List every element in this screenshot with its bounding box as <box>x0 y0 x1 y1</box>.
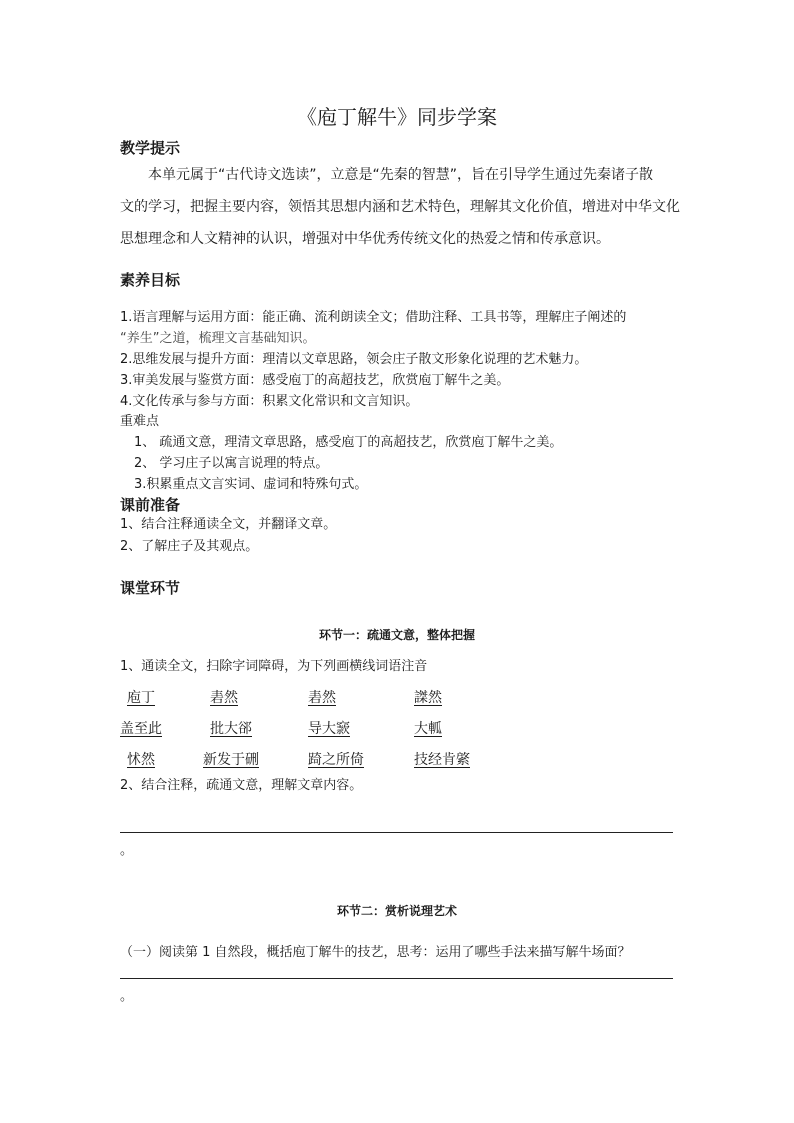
vocab-word: 技经肯綮 <box>414 752 470 768</box>
prep-item-2: 2、了解庄子及其观点。 <box>120 539 259 554</box>
classroom-heading: 课堂环节 <box>120 579 181 597</box>
key-points-heading: 重难点 <box>120 414 160 429</box>
prep-heading: 课前准备 <box>120 496 181 514</box>
vocab-word: 盖至此 <box>120 721 162 737</box>
vocab-word: 怵然 <box>127 752 155 768</box>
key-point-2: 2、 学习庄子以寓言说理的特点。 <box>134 456 329 471</box>
answer-end-mark-1: 。 <box>120 843 134 858</box>
vocab-word: 砉然 <box>210 690 238 706</box>
key-point-3: 3.积累重点文言实词、虚词和特殊句式。 <box>134 477 368 492</box>
goals-heading: 素养目标 <box>120 271 181 289</box>
vocab-word: 踦之所倚 <box>308 752 364 768</box>
goal-item-1-cont: “养生”之道，梳理文言基础知识。 <box>120 331 316 346</box>
vocab-word: 新发于硎 <box>203 752 259 768</box>
section-2-title: 环节二：赏析说理艺术 <box>336 904 457 918</box>
teaching-tips-line-1: 本单元属于“古代诗文选读”，立意是“先秦的智慧”，旨在引导学生通过先秦诸子散 <box>148 167 654 183</box>
vocab-word: 大軱 <box>414 721 442 737</box>
answer-line-1[interactable] <box>120 832 673 833</box>
answer-end-mark-2: 。 <box>120 989 134 1004</box>
vocab-word: 导大窾 <box>308 721 350 737</box>
section-1-task-1: 1、通读全文，扫除字词障碍，为下列画横线词语注音 <box>120 659 428 674</box>
goal-item-1: 1.语言理解与运用方面：能正确、流利朗读全文；借助注释、工具书等，理解庄子阐述的 <box>120 310 627 325</box>
section-1-title: 环节一：疏通文意，整体把握 <box>318 628 475 642</box>
goal-item-3: 3.审美发展与鉴赏方面：感受庖丁的高超技艺，欣赏庖丁解牛之美。 <box>120 373 510 388</box>
prep-item-1: 1、结合注释通读全文，并翻译文章。 <box>120 517 337 532</box>
section-1-task-2: 2、结合注释，疏通文意，理解文章内容。 <box>120 778 363 793</box>
vocab-word: 謋然 <box>414 690 442 706</box>
goal-item-2: 2.思维发展与提升方面：理清以文章思路，领会庄子散文形象化说理的艺术魅力。 <box>120 352 588 367</box>
section-2-question: （一）阅读第 1 自然段，概括庖丁解牛的技艺，思考：运用了哪些手法来描写解牛场面？ <box>120 945 631 960</box>
page-title: 《庖丁解牛》同步学案 <box>297 105 497 129</box>
teaching-tips-line-3: 思想理念和人文精神的认识，增强对中华优秀传统文化的热爱之情和传承意识。 <box>120 231 610 247</box>
vocab-word: 批大郤 <box>210 721 252 737</box>
key-point-1: 1、 疏通文意，理清文章思路，感受庖丁的高超技艺，欣赏庖丁解牛之美。 <box>134 435 563 450</box>
vocab-word: 砉然 <box>308 690 336 706</box>
answer-line-2[interactable] <box>120 978 673 979</box>
vocab-word: 庖丁 <box>127 690 155 706</box>
goal-item-4: 4.文化传承与参与方面：积累文化常识和文言知识。 <box>120 394 419 409</box>
teaching-tips-line-2: 文的学习，把握主要内容，领悟其思想内涵和艺术特色，理解其文化价值，增进对中华文化 <box>120 199 680 215</box>
teaching-tips-heading: 教学提示 <box>120 139 181 157</box>
